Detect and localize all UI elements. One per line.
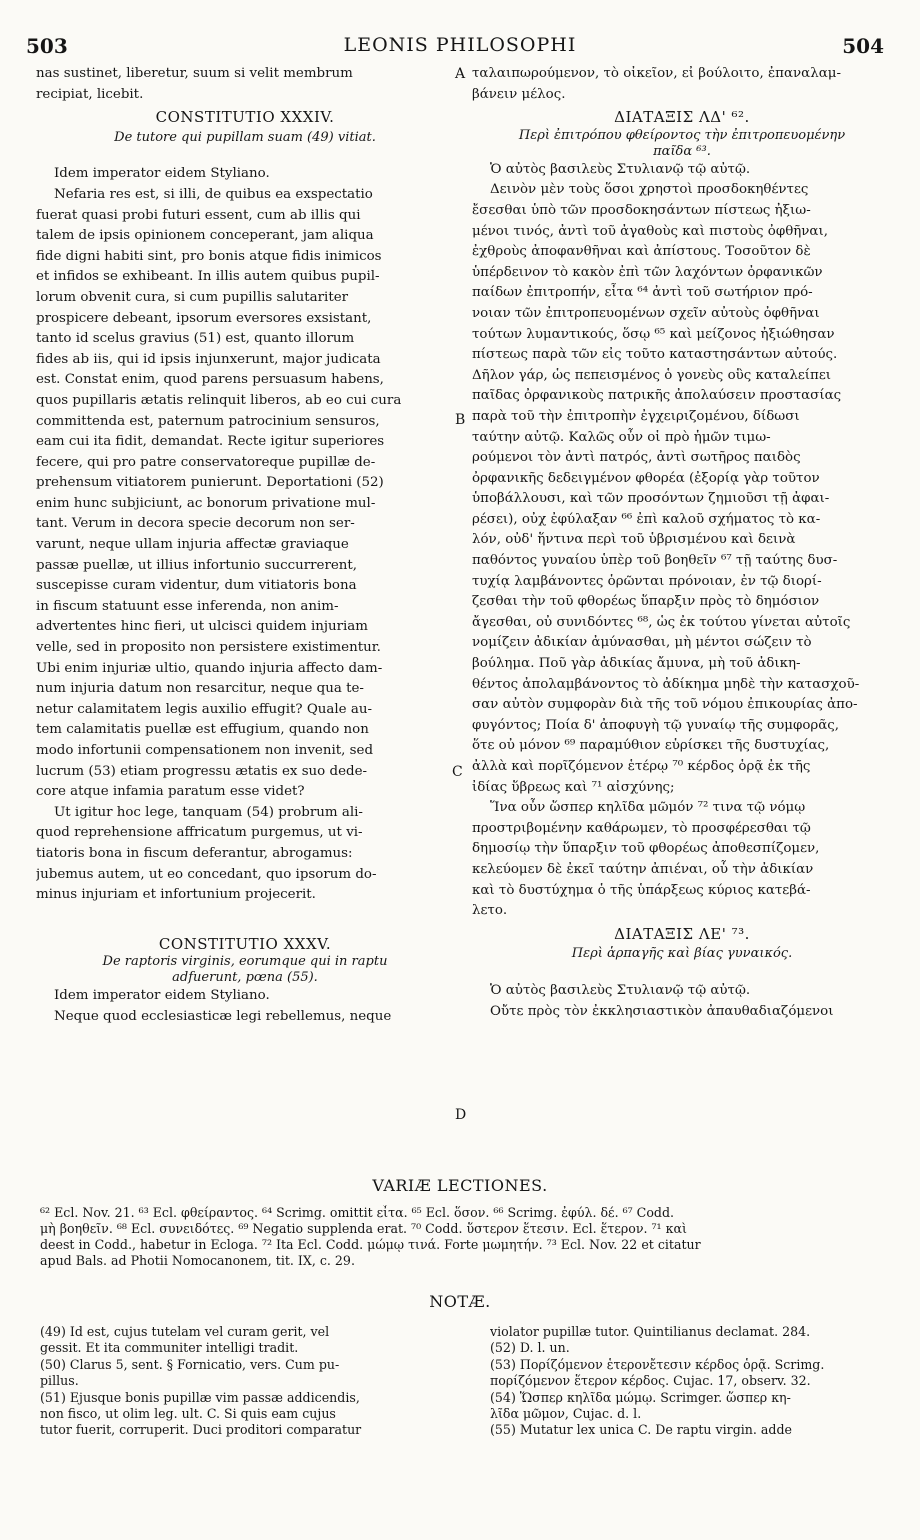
margin-letter-d: D <box>455 1107 467 1123</box>
greek-c34-salutation: Ὁ αὐτὸς βασιλεὺς Στυλιανῷ τῷ αὐτῷ. <box>490 161 751 177</box>
text-line: modo infortunii compensationem non invenit, sed <box>36 743 374 758</box>
subtitle-line: παῖδα ⁶³. <box>653 143 711 159</box>
greek-top-lines <box>472 64 892 105</box>
latin-top-lines <box>36 64 454 105</box>
note-line: (51) Ejusque bonis pupillæ vim passæ addicendis, <box>40 1389 360 1405</box>
greek-c35-heading: ΔΙΑΤΑΞΙΣ ΛΕ' ⁷³. <box>614 924 750 943</box>
variae-lectiones-text <box>40 1205 890 1269</box>
page-number-left: 503 <box>26 34 68 58</box>
subtitle-line: adfuerunt, pœna (55). <box>172 970 318 986</box>
text-line: in fiscum statuunt esse inferenda, non anim- <box>36 598 339 614</box>
note-line: (53) Πορίζόμενον ἑτερονἔτεσιν κέρδος ὁρᾷ. Scrimg. <box>490 1356 825 1372</box>
greek-column <box>472 64 892 1022</box>
text-line: suscepisse curam videntur, dum vitiatoris bona <box>36 578 357 594</box>
page-number-right: 504 <box>842 34 884 58</box>
text-line: τυχίᾳ λαμβάνοντες ὁρῶνται πρόνοιαν, ἐν τῷ διορί- <box>472 573 822 589</box>
greek-c34-heading: ΔΙΑΤΑΞΙΣ ΛΔ' ⁶². <box>614 108 750 127</box>
text-line: Δῆλον γάρ, ὡς πεπεισμένος ὁ γονεὺς οὓς καταλείπει <box>472 367 832 383</box>
text-line: Ut igitur hoc lege, tanquam (54) probrum ali- <box>54 804 363 820</box>
notae-right-column <box>490 1324 890 1439</box>
text-line: fide digni habiti sint, pro bonis atque fidis inimicos <box>36 248 382 264</box>
text-line: ὅτε οὐ μόνον ⁶⁹ παραμύθιον εὑρίσκει τῆς δυστυχίας, <box>472 738 830 754</box>
note-line: (52) D. l. un. <box>490 1340 570 1356</box>
text-line: tiatoris bona in fiscum deferantur, abrogamus: <box>36 845 353 861</box>
text-line: πίστεως παρὰ τῶν εἰς τοῦτο καταστησάντων αὐτούς. <box>472 347 838 363</box>
greek-c34-body2 <box>472 798 892 922</box>
note-line: λῖδα μῶμον, Cujac. d. l. <box>490 1406 642 1422</box>
text-line: τούτων λυμαντικούς, ὅσῳ ⁶⁵ καὶ μείζονος ἠξιώθησαν <box>472 326 835 342</box>
latin-c34-body2 <box>36 803 454 906</box>
text-line: prospicere debeant, ipsorum eversores exsistant, <box>36 310 372 326</box>
margin-letter-c: C <box>452 764 463 780</box>
note-line: gessit. Et ita communiter intelligi tradit. <box>40 1340 299 1356</box>
text-line: κελεύομεν δὲ ἐκεῖ ταύτην ἀπιέναι, οὗ τὴν ἀδικίαν <box>472 861 814 877</box>
text-line: tant. Verum in decora specie decorum non ser- <box>36 516 355 532</box>
text-line: minus injuriam et infortunium projecerit. <box>36 887 316 903</box>
text-line: talem de ipsis opinionem conceperant, jam aliqua <box>36 228 374 244</box>
note-line: (49) Id est, cujus tutelam vel curam gerit, vel <box>40 1324 330 1339</box>
note-line: (50) Clarus 5, sent. § Fornicatio, vers. Cum pu- <box>40 1356 340 1372</box>
text-line: ὑποβάλλουσι, καὶ τῶν προσόντων ζημιοῦσι τῇ ἀφαι- <box>472 491 830 507</box>
latin-c34-subtitle: De tutore qui pupillam suam (49) vitiat. <box>114 129 376 145</box>
text-line: recipiat, licebit. <box>36 86 144 102</box>
latin-c35-heading: CONSTITUTIO XXXV. <box>158 934 332 953</box>
text-line: tem calamitatis puellæ est effugium, quando non <box>36 722 369 738</box>
text-line: fides ab iis, qui id ipsis injunxerunt, major judicata <box>36 351 381 367</box>
variant-line: μὴ βοηθεῖν. ⁶⁸ Ecl. συνειδότες. ⁶⁹ Negatio supplenda erat. ⁷⁰ Codd. ὕστερον ἕτεσιν. Ecl. ἕτερον. ⁷¹ καὶ <box>40 1221 687 1236</box>
note-line: non fisco, ut olim leg. ult. C. Si quis eam cujus <box>40 1406 336 1422</box>
latin-c34-body <box>36 185 454 803</box>
greek-c35-body <box>472 1002 892 1023</box>
text-line: λόν, οὐδ' ἥντινα περὶ τοῦ ὑβρισμένου καὶ δεινὰ <box>472 532 796 548</box>
text-line: est. Constat enim, quod parens persuasum habens, <box>36 372 384 388</box>
text-line: num injuria datum non resarcitur, neque qua te- <box>36 681 364 697</box>
note-line: πορίζόμενον ἕτερον κέρδος. Cujac. 17, observ. 32. <box>490 1373 811 1389</box>
greek-c35-subtitle: Περὶ ἁρπαγῆς καὶ βίας γυναικός. <box>571 946 793 962</box>
text-line: καὶ τὸ δυστύχημα ὁ τῆς ὑπάρξεως κύριος κατεβά- <box>472 882 811 898</box>
text-line: fecere, qui pro patre conservatoreque pupillæ de- <box>36 454 376 470</box>
margin-letter-b: B <box>455 412 466 428</box>
note-line: (55) Mutatur lex unica C. De raptu virgin. adde <box>490 1422 792 1438</box>
text-line: velle, sed in proposito non persistere existimentur. <box>36 640 381 656</box>
text-line: ζεσθαι τὴν τοῦ φθορέως ὕπαρξιν πρὸς τὸ δημόσιον <box>472 594 820 610</box>
variae-lectiones-title: VARIÆ LECTIONES. <box>372 1176 548 1195</box>
text-line: tanto id scelus gravius (51) est, quanto illorum <box>36 331 355 347</box>
text-line: et infidos se exhibeant. In illis autem quibus pupil- <box>36 269 380 285</box>
text-line: varunt, neque ullam injuria affectæ graviaque <box>36 537 349 553</box>
margin-letter-a: A <box>455 66 466 82</box>
text-line: ρούμενοι τὸν ἀντὶ πατρός, ἀντὶ σωτῆρος παιδὸς <box>472 450 801 466</box>
note-line: pillus. <box>40 1373 79 1389</box>
text-line: Nefaria res est, si illi, de quibus ea exspectatio <box>54 186 373 202</box>
text-line: ἄγεσθαι, οὐ συνιδόντες ⁶⁸, ὡς ἐκ τούτου γίνεται αὐτοῖς <box>472 614 851 630</box>
text-line: δημοσίῳ τὴν ὕπαρξιν τοῦ φθορέως ἀποθεσπίζομεν, <box>472 841 820 857</box>
text-line: Ἵνα οὖν ὥσπερ κηλῖδα μῶμόν ⁷² τινα τῷ νόμῳ <box>490 800 806 816</box>
page-header <box>0 34 920 64</box>
latin-c34-salutation: Idem imperator eidem Styliano. <box>54 166 270 182</box>
text-line: fuerat quasi probi futuri essent, cum ab illis qui <box>36 207 361 223</box>
text-line: βούλημα. Ποῦ γὰρ ἀδικίας ἄμυνα, μὴ τοῦ ἀδικη- <box>472 656 801 672</box>
greek-c35-salutation: Ὁ αὐτὸς βασιλεὺς Στυλιανῷ τῷ αὐτῷ. <box>490 982 751 998</box>
text-line: Neque quod ecclesiasticæ legi rebellemus, neque <box>54 1008 392 1024</box>
note-line: (54) Ὥσπερ κηλῖδα μώμῳ. Scrimger. ὥσπερ κη- <box>490 1389 791 1405</box>
text-line: λετο. <box>472 903 508 919</box>
greek-c34-body <box>472 180 892 798</box>
text-line: enim hunc subjiciunt, ac bonorum privatione mul- <box>36 495 376 511</box>
text-line: ταύτην αὐτῷ. Καλῶς οὖν οἱ πρὸ ἡμῶν τιμω- <box>472 429 771 445</box>
text-line: ὀρφανικῆς δεδειγμένον φθορέα (ἐξορίᾳ γὰρ τοῦτον <box>472 470 820 486</box>
text-line: committenda est, paternum patrocinium sensuros, <box>36 413 380 429</box>
text-line: βάνειν μέλος. <box>472 86 566 102</box>
text-line: παίδων ἐπιτροπήν, εἶτα ⁶⁴ ἀντὶ τοῦ σωτήριον πρό- <box>472 285 813 301</box>
text-line: lucrum (53) etiam progressu ætatis ex suo dede- <box>36 763 368 779</box>
text-line: ἰδίας ὕβρεως καὶ ⁷¹ αἰσχύνης; <box>472 779 675 795</box>
latin-c35-salutation: Idem imperator eidem Styliano. <box>54 988 270 1004</box>
text-line: eam cui ita fidit, demandat. Recte igitur superiores <box>36 434 385 450</box>
greek-c34-subtitle <box>472 128 892 160</box>
latin-c35-subtitle <box>36 954 454 986</box>
text-line: quos pupillaris ætatis relinquit liberos, ab eo cui cura <box>36 392 402 408</box>
variant-line: deest in Codd., habetur in Ecloga. ⁷² Ita Ecl. Codd. μώμῳ τινά. Forte μωμητήν. ⁷³ Ecl. Nov. 22 et citatur <box>40 1237 701 1252</box>
running-title: LEONIS PHILOSOPHI <box>343 34 577 56</box>
latin-c35-body <box>36 1007 454 1028</box>
text-line: Ubi enim injuriæ ultio, quando injuria affecto dam- <box>36 660 383 676</box>
text-line: θέντος ἀπολαμβάνοντος τὸ ἀδίκημα μηδὲ τὴν κατασχοῦ- <box>472 676 860 692</box>
notae-title: NOTÆ. <box>429 1292 491 1311</box>
text-line: παρὰ τοῦ τὴν ἐπιτροπὴν ἐγχειριζομένου, δίδωσι <box>472 408 800 424</box>
latin-c34-heading: CONSTITUTIO XXXIV. <box>155 108 335 127</box>
subtitle-line: Περὶ ἐπιτρόπου φθείροντος τὴν ἐπιτροπευομένην <box>518 127 846 143</box>
text-line: ἐχθροὺς ἀποφανθῆναι καὶ ἀπίστους. Τοσοῦτον δὲ <box>472 244 811 260</box>
text-line: ἔσεσθαι ὑπὸ τῶν προσδοκησάντων πίστεως ἠξιω- <box>472 202 811 218</box>
variant-line: apud Bals. ad Photii Nomocanonem, tit. IX, c. 29. <box>40 1253 355 1268</box>
notae-left-column <box>40 1324 460 1439</box>
text-line: lorum obvenit cura, si cum pupillis salutariter <box>36 289 349 305</box>
text-line: Δεινὸν μὲν τοὺς ὅσοι χρηστοὶ προσδοκηθέντες <box>490 182 809 198</box>
text-line: νοιαν τῶν ἐπιτροπευομένων σχεῖν αὐτοὺς ὀφθῆναι <box>472 305 820 321</box>
text-line: quod reprehensione affricatum purgemus, ut vi- <box>36 825 363 841</box>
text-line: ρέσει), οὐχ ἐφύλαξαν ⁶⁶ ἐπὶ καλοῦ σχήματος τὸ κα- <box>472 511 821 527</box>
text-line: prehensum vitiatorem punierunt. Deportationi (52) <box>36 475 384 491</box>
text-line: παῖδας ὀρφανικοὺς πατρικῆς ἀπολαύσειν προστασίας <box>472 388 842 404</box>
text-line: ταλαιπωρούμενον, τὸ οἰκεῖον, εἰ βούλοιτο, ἐπαναλαμ- <box>472 66 841 81</box>
text-line: passæ puellæ, ut illius infortunio succurrerent, <box>36 557 358 573</box>
subtitle-line: De raptoris virginis, eorumque qui in raptu <box>102 954 388 970</box>
note-line: tutor fuerit, corruperit. Duci proditori comparatur <box>40 1422 362 1438</box>
text-line: advertentes hinc fieri, ut ulcisci quidem injuriam <box>36 619 368 635</box>
text-line: ὑπέρδεινον τὸ κακὸν ἐπὶ τῶν λαχόντων ὀρφανικῶν <box>472 264 823 280</box>
text-line: προστριβομένην καθάρωμεν, τὸ προσφέρεσθαι τῷ <box>472 820 811 836</box>
text-line: μένοι τινός, ἀντὶ τοῦ ἀγαθοὺς καὶ πιστοὺς ὀφθῆναι, <box>472 223 828 239</box>
note-line: violator pupillæ tutor. Quintilianus declamat. 284. <box>490 1324 811 1339</box>
latin-column <box>36 64 454 1028</box>
text-line: netur calamitatem legis auxilio effugit? Quale au- <box>36 701 372 717</box>
text-line: Οὔτε πρὸς τὸν ἐκκλησιαστικὸν ἀπαυθαδιαζόμενοι <box>490 1003 834 1019</box>
text-line: ἀλλὰ καὶ πορῖζόμενον ἑτέρῳ ⁷⁰ κέρδος ὁρᾷ ἐκ τῆς <box>472 759 811 774</box>
text-line: nas sustinet, liberetur, suum si velit membrum <box>36 66 353 81</box>
text-line: core atque infamia paratum esse videt? <box>36 784 305 800</box>
text-line: νομίζειν ἀδικίαν ἀμύνασθαι, μὴ μέντοι σώζειν τὸ <box>472 635 812 651</box>
text-line: παθόντος γυναίου ὑπὲρ τοῦ βοηθεῖν ⁶⁷ τῇ ταύτης δυσ- <box>472 553 838 569</box>
variant-line: ⁶² Ecl. Nov. 21. ⁶³ Ecl. φθείραντος. ⁶⁴ Scrimg. omittit εἶτα. ⁶⁵ Ecl. ὅσον. ⁶⁶ Scrimg. ἐφύλ. δέ. ⁶⁷ Codd. <box>40 1205 675 1220</box>
text-line: jubemus autem, ut eo concedant, quo ipsorum do- <box>36 866 377 882</box>
text-line: φυγόντος; Ποία δ' ἀποφυγὴ τῷ γυναίῳ τῆς συμφορᾶς, <box>472 717 840 733</box>
text-line: σαν αὐτὸν συμφορὰν διὰ τῆς τοῦ νόμου ἐπικουρίας ἀπο- <box>472 697 858 713</box>
